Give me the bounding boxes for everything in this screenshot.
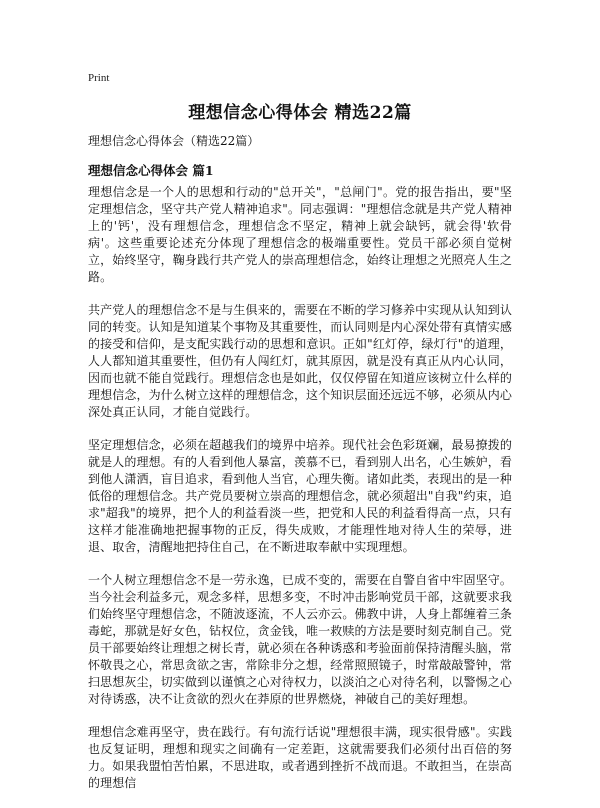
paragraph: 理想信念是一个人的思想和行动的"总开关"，"总闸门"。党的报告指出，要"坚定理想信念，坚守共产党人精神追求"。同志强调："理想信念就是共产党人精神上的'钙'，没有理想信念，理想信念不坚定，精神上就会缺钙，就会得'软骨病'。这些重要论述充分体现了理想信念的极端重要性。党员干部必须自觉树立，始终坚守，鞠身践行共产党人的崇高理想信念，始终让理想之光照亮人生之路。 (88, 185, 512, 284)
document-subtitle: 理想信念心得体会（精选22篇） (88, 134, 260, 148)
paragraph: 共产党人的理想信念不是与生俱来的，需要在不断的学习修养中实现从认知到认同的转变。认知是知道某个事物及其重要性，而认同则是内心深处带有真情实感的接受和信仰，是支配实践行动的思想和意识。正如"红灯停，绿灯行"的道理，人人都知道其重要性，但仍有人闯红灯，就其原因，就是没有真正从内心认同，因而也就不能自觉践行。理想信念也是如此，仅仅停留在知道应该树立什么样的理想信念，为什么树立这样的理想信念，这个知识层面还远远不够，必须从内心深处真正认同，才能自觉践行。 (88, 303, 512, 419)
page-title: 理想信念心得体会 精选22篇 (188, 103, 412, 123)
paragraph: 理想信念难再坚守，贵在践行。有句流行话说"理想很丰满，现实很骨感"。实践也反复证明，理想和现实之间确有一定差距，这就需要我们必须付出百倍的努力。如果我盟怕苦怕累，不思进取，或者遇到挫折不战而退。不敢担当，在崇高的理想信 (88, 725, 512, 790)
section-heading: 理想信念心得体会 篇1 (88, 163, 214, 178)
paragraph: 一个人树立理想信念不是一劳永逸，已成不变的，需要在自警自省中牢固坚守。当今社会利益多元，观念多样，思想多变，不时冲击影响党员干部，这就要求我们始终坚守理想信念，不随波逐流，不人云亦云。佛教中讲，人身上都缠着三条毒蛇，那就是好女色，钻权位，贪金钱，唯一救赎的方法是要时刻克制自己。党员干部要始终让理想之树长青，就必须在各种诱惑和考验面前保持清醒头脑，常怀敬畏之心，常思贪欲之害，常除非分之想，经常照照镜子，时常敲敲警钟，常扫思想灰尘，切实做到以谨慎之心对待权力，以淡泊之心对待名利，以警惕之心对待诱惑，决不让贪欲的烈火在莽原的世界燃烧，神破自己的美好理想。 (88, 573, 512, 706)
paragraph: 坚定理想信念，必须在超越我们的境界中培养。现代社会色彩斑斓，最易撩拨的就是人的理想。有的人看到他人暴富，羡慕不已，看到别人出名，心生嫉妒，看到他人潇洒，盲目追求，看到他人当官，心理失衡。诸如此类，表现出的是一种低俗的理想信念。共产党员要树立崇高的理想信念，就必须超出"自我"约束，追求"超我"的境界，把个人的利益看淡一些，把党和人民的利益看得高一点，只有这样才能准确地把握事物的正反，得失成败，才能理性地对待人生的荣辱，进退、取舍，清醒地把持住自己，在不断进取奉献中实现理想。 (88, 438, 512, 554)
print-link[interactable]: Print (88, 72, 110, 84)
article-body (88, 184, 512, 808)
